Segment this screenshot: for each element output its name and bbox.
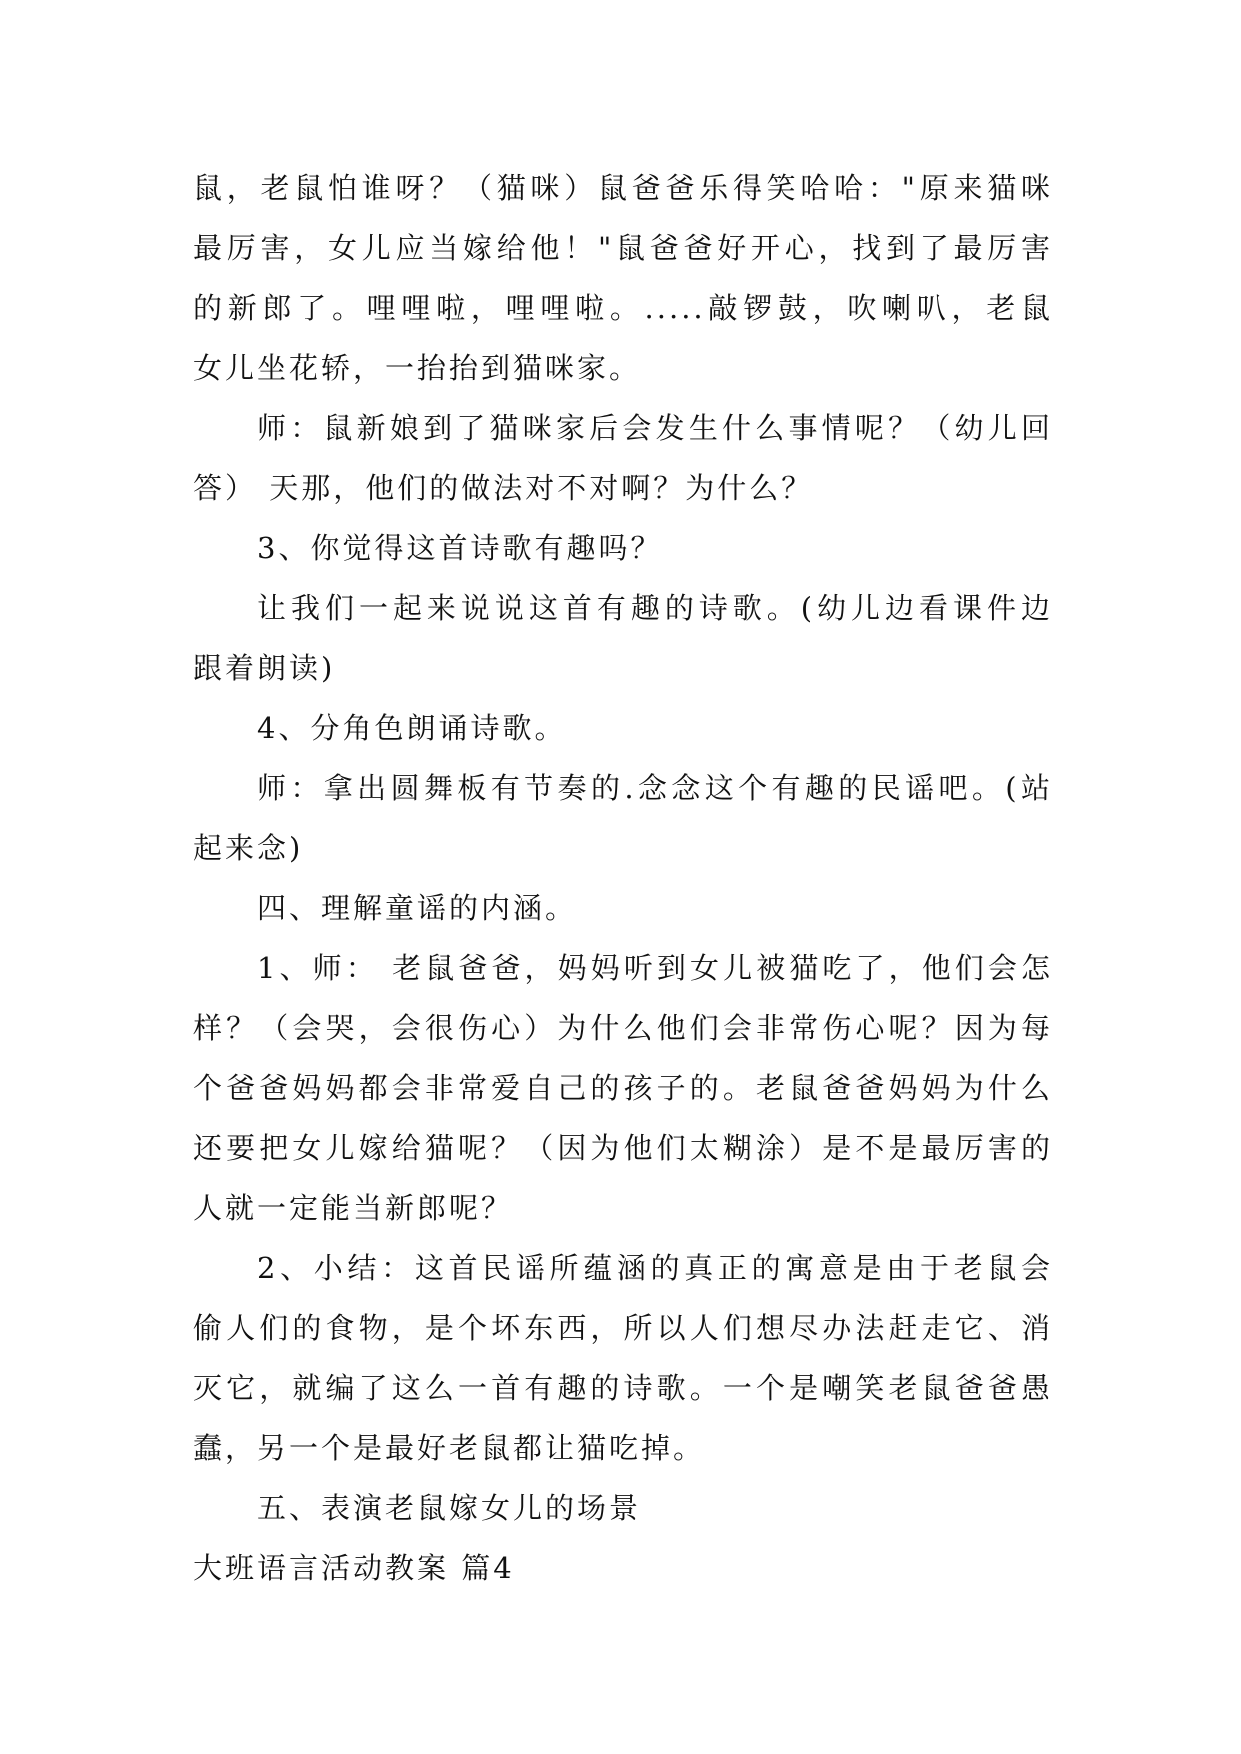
- text-line: 师：拿出圆舞板有节奏的.念念这个有趣的民谣吧。(站: [257, 771, 1053, 805]
- text-line: 跟着朗读): [193, 651, 336, 685]
- section-heading: 四、理解童谣的内涵。: [257, 891, 578, 925]
- text-line: 起来念): [193, 831, 304, 865]
- text-line: 2、小结：这首民谣所蕴涵的真正的寓意是由于老鼠会: [257, 1251, 1053, 1285]
- text-line: 最厉害，女儿应当嫁给他！"鼠爸爸好开心，找到了最厉害: [193, 231, 1053, 265]
- article-title: 大班语言活动教案 篇4: [193, 1551, 515, 1585]
- text-line: 个爸爸妈妈都会非常爱自己的孩子的。老鼠爸爸妈妈为什么: [193, 1071, 1053, 1105]
- text-line: 1、师： 老鼠爸爸，妈妈听到女儿被猫吃了，他们会怎: [257, 951, 1053, 985]
- text-line: 还要把女儿嫁给猫呢？（因为他们太糊涂）是不是最厉害的: [193, 1131, 1053, 1165]
- text-line: 师：鼠新娘到了猫咪家后会发生什么事情呢？（幼儿回: [257, 411, 1053, 445]
- text-line: 蠢，另一个是最好老鼠都让猫吃掉。: [193, 1431, 706, 1465]
- text-line: 的新郎了。哩哩啦，哩哩啦。.....敲锣鼓，吹喇叭，老鼠: [193, 291, 1053, 325]
- text-line: 4、分角色朗诵诗歌。: [257, 711, 567, 745]
- text-line: 女儿坐花轿，一抬抬到猫咪家。: [193, 351, 642, 385]
- text-line: 样？（会哭，会很伤心）为什么他们会非常伤心呢？因为每: [193, 1011, 1053, 1045]
- document-page: [193, 158, 1053, 1598]
- section-heading: 五、表演老鼠嫁女儿的场景: [257, 1491, 642, 1525]
- text-line: 灭它，就编了这么一首有趣的诗歌。一个是嘲笑老鼠爸爸愚: [193, 1371, 1053, 1405]
- text-line: 偷人们的食物，是个坏东西，所以人们想尽办法赶走它、消: [193, 1311, 1053, 1345]
- text-line: 3、你觉得这首诗歌有趣吗？: [257, 531, 663, 565]
- text-line: 鼠，老鼠怕谁呀？（猫咪）鼠爸爸乐得笑哈哈："原来猫咪: [193, 171, 1053, 205]
- text-line: 人就一定能当新郎呢？: [193, 1191, 514, 1225]
- text-line: 答） 天那，他们的做法对不对啊？为什么？: [193, 471, 814, 505]
- text-line: 让我们一起来说说这首有趣的诗歌。(幼儿边看课件边: [257, 591, 1053, 625]
